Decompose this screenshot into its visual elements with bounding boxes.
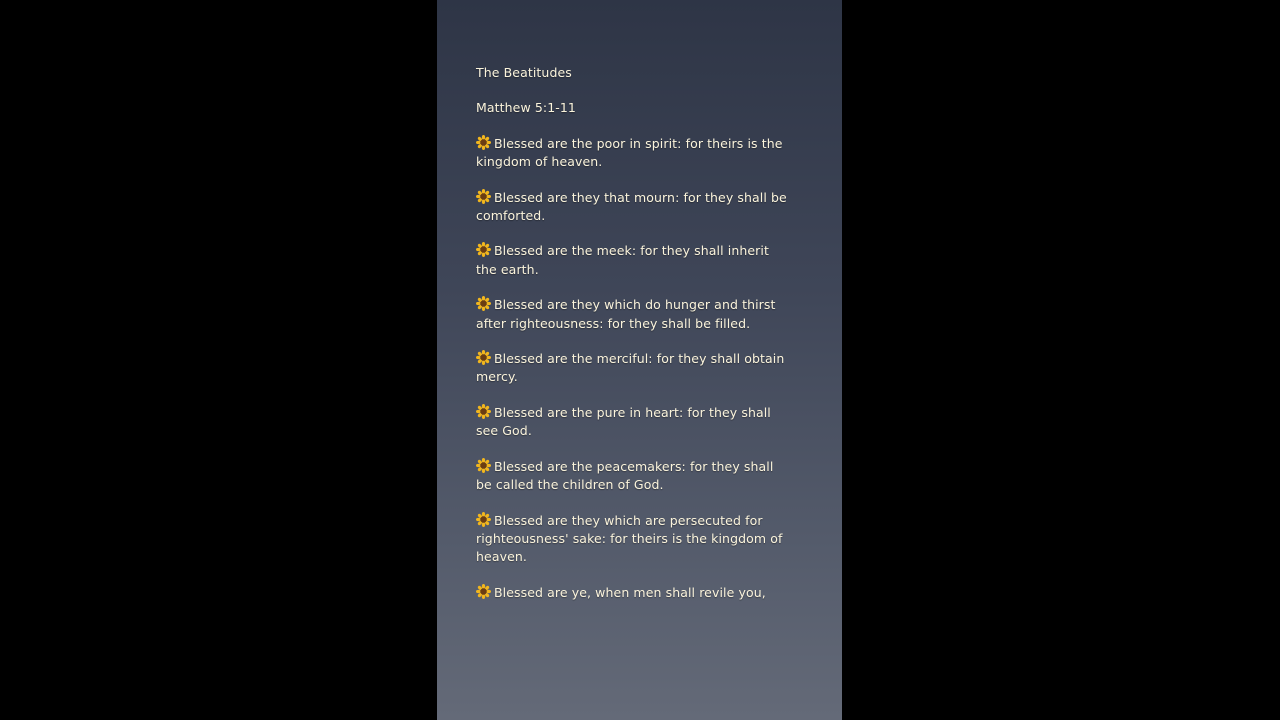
note-title: The Beatitudes [476,65,572,80]
sunflower-icon [476,296,491,311]
vertical-video-panel [437,0,842,720]
sunflower-icon [476,512,491,527]
scripture-reference: Matthew 5:1-11 [476,100,576,116]
verse-item [476,512,791,567]
verse-item [476,189,791,226]
verse-item [476,296,791,333]
sunflower-icon [476,404,491,419]
sunflower-icon [476,135,491,150]
verse-text: Blessed are the poor in spirit: for theirs is the kingdom of heaven. [476,135,783,170]
verse-item [476,584,791,602]
sunflower-icon [476,350,491,365]
verse-text: Blessed are they which do hunger and thirst after righteousness: for they shall be filled. [476,297,776,331]
sunflower-icon [476,189,491,204]
sunflower-icon [476,584,491,599]
verse-text: Blessed are the merciful: for they shall obtain mercy. [476,351,785,385]
note-text-block [476,64,791,619]
verse-text: Blessed are the peacemakers: for they shall be called the children of God. [476,458,774,493]
verse-text: Blessed are the meek: for they shall inherit the earth. [476,243,769,277]
verse-item [476,404,791,441]
verse-item [476,135,791,172]
verse-text: Blessed are they that mourn: for they shall be comforted. [476,189,787,224]
verse-text: Blessed are ye, when men shall revile you, [494,584,766,600]
sunflower-icon [476,242,491,257]
verse-item [476,458,791,495]
verse-item [476,350,791,387]
sunflower-icon [476,458,491,473]
verse-text: Blessed are they which are persecuted for righteousness' sake: for theirs is the kingdom of heaven. [476,512,783,565]
verse-text: Blessed are the pure in heart: for they shall see God. [476,404,771,439]
verse-item [476,242,791,279]
